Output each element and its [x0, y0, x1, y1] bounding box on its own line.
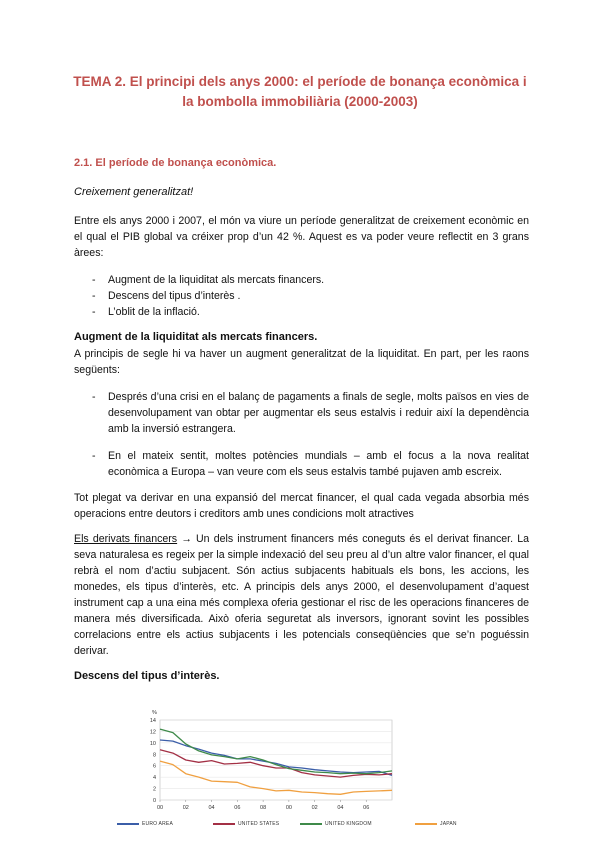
y-tick-label: 8 — [152, 752, 156, 759]
liquidity-conclusion: Tot plegat va derivar en una expansió del mercat financer, el qual cada vegada absorbia més operacions entre deutors i creditors amb unes condicions molt atractives — [74, 492, 529, 520]
x-tick-label: 06 — [234, 805, 241, 811]
y-tick-label: 4 — [152, 775, 156, 782]
reasons-list-2 — [74, 448, 529, 480]
list-item: - Augment de la liquiditat als mercats financers. — [92, 274, 325, 286]
areas-list — [74, 272, 529, 320]
x-tick-label: 06 — [363, 805, 370, 811]
x-tick-label: 00 — [156, 805, 164, 811]
liquidity-heading: Augment de la liquiditat als mercats financers. — [74, 331, 318, 343]
x-tick-label: 02 — [311, 805, 318, 811]
list-item: - Descens del tipus d’interès . — [92, 290, 241, 302]
x-tick-label: 00 — [285, 805, 292, 811]
y-tick-label: 2 — [152, 786, 156, 793]
plot-area — [160, 720, 392, 800]
legend-japan: JAPAN — [415, 821, 457, 827]
legend-united-kingdom: UNITED KINGDOM — [300, 821, 372, 827]
x-tick-label: 04 — [337, 805, 344, 811]
y-axis-label: % — [152, 710, 157, 716]
legend-swatch — [300, 823, 322, 825]
title-line-1: TEMA 2. El principi dels anys 2000: el període de bonança econòmica i — [73, 74, 527, 89]
x-tick-label: 02 — [182, 805, 189, 811]
derivatives-text: → Un dels instrument financers més coneguts és el derivat financer. La seva naturalesa es regeix per la simple indexació del seu preu al d’un altre valor financer, el qual rebrà el nom d’actiu subjacent. Són actius subjacents habituals els bons, les accions, les monedes, els tipus d’interès, etc. A principis dels anys 2000, el desenvolupament d’aquest instrument cap a una eina més complexa oferia gestionar el risc de les operacions financeres de manera més diversificada. Això oferia seguretat als inversors, ignorant sovint les possibles correlacions entre els actius subjacents i les potencials conseqüències que se’n poguéssin derivar. — [74, 533, 530, 657]
section-heading: 2.1. El període de bonança econòmica. — [74, 157, 277, 169]
x-tick-label: 04 — [208, 805, 215, 811]
intro-paragraph: Entre els anys 2000 i 2007, el món va viure un període generalitzat de creixement econòmic en el qual el PIB global va créixer prop d’un 42 %. Aquest es va poder veure reflectit en 3 grans àrees: — [74, 215, 529, 259]
legend-swatch — [213, 823, 235, 825]
legend-swatch — [415, 823, 437, 825]
list-item: - Després d’una crisi en el balanç de pagaments a finals de segle, molts països en vies de desenvolupament van obtar per augmentar els seus estalvis i reduir així la dependència amb la inversió estrangera. — [92, 391, 529, 435]
y-tick-label: 0 — [152, 798, 156, 804]
list-item: - L’oblit de la inflació. — [92, 306, 200, 318]
derivatives-paragraph — [74, 531, 529, 659]
y-tick-label: 6 — [152, 763, 156, 770]
title-line-2: la bombolla immobiliària (2000-2003) — [182, 94, 418, 109]
reasons-list — [74, 389, 529, 437]
list-item: - En el mateix sentit, moltes potències mundials – amb el focus a la nova realitat econòmica a Europa – van veure com els seus estalvis també pujaven amb escreix. — [92, 450, 529, 478]
legend-united-states: UNITED STATES — [213, 821, 279, 827]
section-subheading: Creixement generalitzat! — [74, 186, 194, 198]
document-title — [60, 72, 540, 112]
legend-swatch — [117, 823, 139, 825]
y-tick-label: 10 — [149, 740, 156, 747]
derivatives-term: Els derivats financers — [74, 533, 178, 545]
interest-heading: Descens del tipus d’interès. — [74, 670, 220, 682]
x-tick-label: 08 — [260, 805, 267, 811]
liquidity-intro: A principis de segle hi va haver un augment generalitzat de la liquiditat. En part, per les raons següents: — [74, 348, 529, 376]
legend-euro-area: EURO AREA — [117, 821, 173, 827]
y-tick-label: 14 — [149, 718, 156, 724]
y-tick-label: 12 — [149, 729, 156, 736]
